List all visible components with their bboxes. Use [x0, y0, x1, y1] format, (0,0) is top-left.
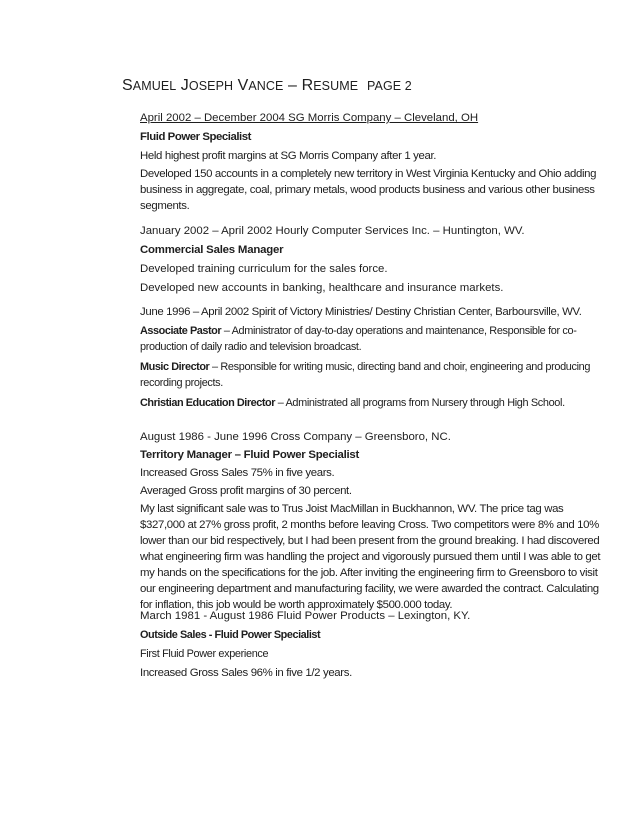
- title-initial-s: S: [122, 77, 133, 94]
- title-initial-j: J: [180, 77, 189, 94]
- job-detail: Increased Gross Sales 75% in five years.: [140, 467, 335, 479]
- job-role: Outside Sales - Fluid Power Specialist: [140, 629, 321, 641]
- job-detail: First Fluid Power experience: [140, 648, 269, 660]
- job-role: Associate Pastor: [140, 325, 222, 337]
- job-header: August 1986 - June 1996 Cross Company – Greensboro, NC.: [140, 431, 451, 443]
- title-page-number: PAGE 2: [367, 79, 412, 93]
- role-associate-pastor: [140, 323, 610, 355]
- job-role: Territory Manager – Fluid Power Specialist: [140, 449, 360, 461]
- job-detail: Averaged Gross profit margins of 30 percent.: [140, 485, 352, 497]
- title-rest-resume: ESUME: [313, 79, 359, 93]
- title-rest-vance: ANCE: [248, 79, 284, 93]
- title-initial-r: R: [301, 77, 314, 94]
- title-initial-v: V: [237, 77, 249, 94]
- job-entry-cross-company: [140, 429, 610, 613]
- job-entry-fluid-power-products: [140, 608, 610, 681]
- page-title: [122, 77, 412, 95]
- job-header: June 1996 – April 2002 Spirit of Victory Ministries/ Destiny Christian Center, Barboursville, WV.: [140, 306, 582, 318]
- job-role: Commercial Sales Manager: [140, 244, 284, 256]
- job-detail: My last significant sale was to Trus Joist MacMillan in Buckhannon, WV. The price tag was $327,000 at 27% gross profit, 2 months before leaving Cross. Two competitors were 8% and 10% lower than our bid respectively, but I had been present from the ground breaking. I had discovered what engineering firm was handling the project and vigorously pursued them until I was able to get my hands on the specifications for the job. After inviting the engineering firm to Greensboro to visit our engineering department and manufacturing facility, we were awarded the contract. Calculating for inflation, this job would be worth approximately $500.000 today.: [140, 503, 601, 611]
- job-entry-hourly-computer: [140, 223, 610, 296]
- job-header: March 1981 - August 1986 Fluid Power Products – Lexington, KY.: [140, 610, 471, 622]
- title-rest-joseph: OSEPH: [188, 79, 234, 93]
- job-detail: Increased Gross Sales 96% in five 1/2 years.: [140, 667, 352, 679]
- role-christian-education-director: [140, 395, 610, 411]
- job-entry-sg-morris: [140, 110, 610, 214]
- job-detail: Developed 150 accounts in a completely new territory in West Virginia Kentucky and Ohio adding business in aggregate, coal, primary metals, wood products business and various other business segments.: [140, 168, 597, 212]
- job-role: Music Director: [140, 361, 210, 373]
- role-description: – Responsible for writing music, directing band and choir, engineering and producing recording projects.: [140, 361, 591, 389]
- job-detail: Developed training curriculum for the sales force.: [140, 263, 388, 275]
- title-rest-samuel: AMUEL: [132, 79, 177, 93]
- job-entry-spirit-of-victory: [140, 304, 610, 411]
- job-header: January 2002 – April 2002 Hourly Computer Services Inc. – Huntington, WV.: [140, 225, 525, 237]
- role-music-director: [140, 359, 610, 391]
- role-description: – Administrator of day-to-day operations and maintenance, Responsible for co-production of daily radio and television broadcast.: [140, 325, 577, 353]
- job-detail: Held highest profit margins at SG Morris Company after 1 year.: [140, 150, 437, 162]
- role-description: – Administrated all programs from Nursery through High School.: [275, 397, 565, 409]
- job-role: Christian Education Director: [140, 397, 276, 409]
- job-detail: Developed new accounts in banking, healthcare and insurance markets.: [140, 282, 504, 294]
- title-dash: –: [283, 77, 302, 94]
- job-role: Fluid Power Specialist: [140, 131, 251, 143]
- job-header: April 2002 – December 2004 SG Morris Company – Cleveland, OH: [140, 112, 479, 124]
